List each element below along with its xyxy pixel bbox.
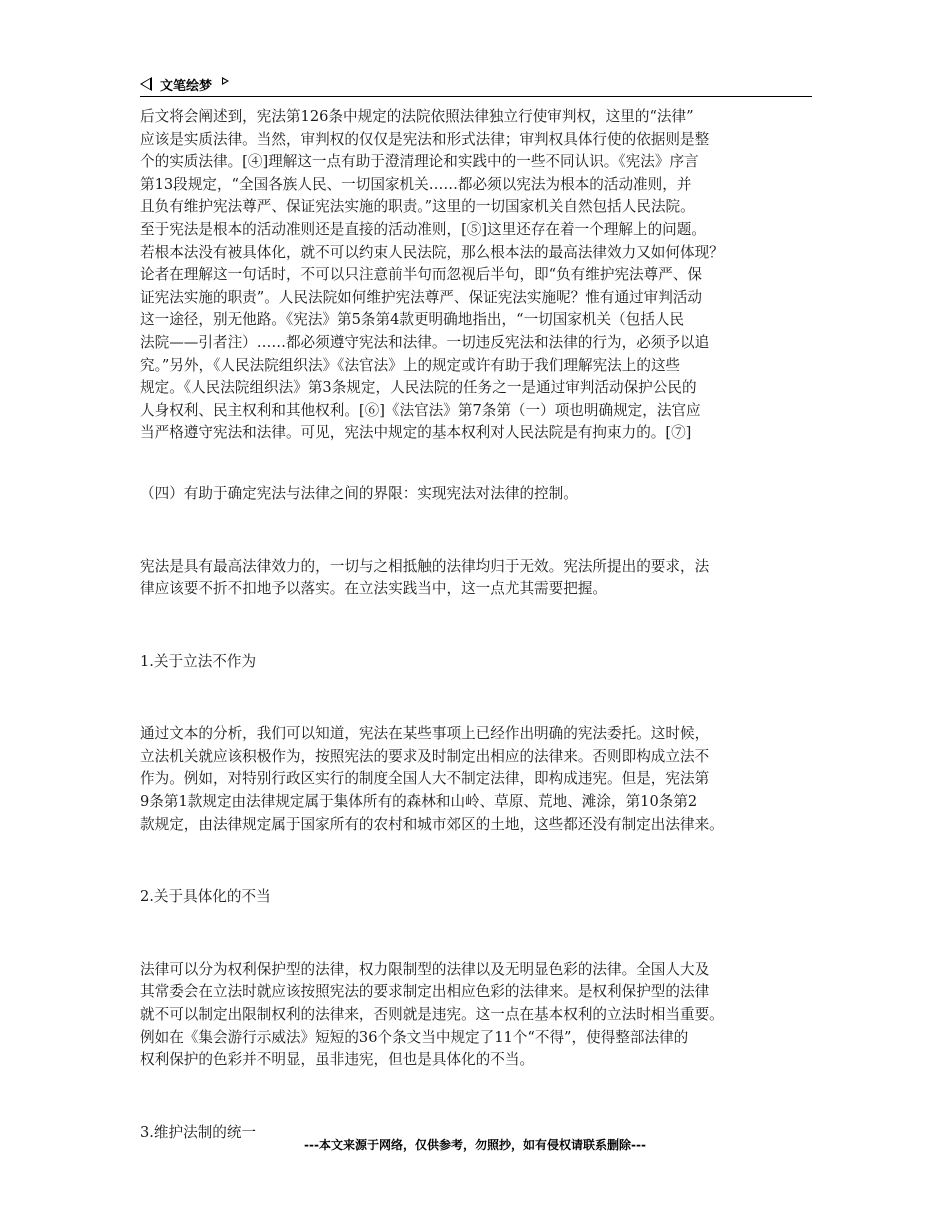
text-line: 律应该要不折不扣地予以落实。在立法实践当中，这一点尤其需要把握。	[140, 580, 608, 598]
text-line: 法院——引者注）……都必须遵守宪法和法律。一切违反宪法和法律的行为，必须予以追	[140, 333, 710, 351]
page-header	[140, 72, 812, 97]
header-brand: 文笔绘梦	[160, 78, 213, 94]
paragraph	[140, 556, 820, 601]
heading-line: 1.关于立法不作为	[140, 652, 257, 670]
text-line: 究。”另外，《人民法院组织法》《法官法》上的规定或许有助于我们理解宪法上的这些	[140, 356, 681, 374]
text-line: 当严格遵守宪法和法律。可见，宪法中规定的基本权利对人民法院是有拘束力的。[⑦]	[140, 424, 692, 442]
triangle-right-icon	[222, 77, 229, 85]
text-line: 证宪法实施的职责”。人民法院如何维护宪法尊严、保证宪法实施呢？惟有通过审判活动	[140, 288, 703, 306]
triangle-left-icon	[140, 77, 152, 91]
text-line: 第13段规定，“全国各族人民、一切国家机关……都必须以宪法为根本的活动准则，并	[140, 175, 692, 193]
text-line: 就不可以制定出限制权利的法律来，否则就是违宪。这一点在基本权利的立法时相当重要。	[140, 1006, 724, 1024]
text-line: 这一途径，别无他路。《宪法》第5条第4款更明确地指出，“一切国家机关（包括人民	[140, 311, 685, 329]
paragraph	[140, 106, 820, 445]
text-line: 法律可以分为权利保护型的法律，权力限制型的法律以及无明显色彩的法律。全国人大及	[140, 960, 710, 978]
text-line: 规定。《人民法院组织法》第3条规定，人民法院的任务之一是通过审判活动保护公民的	[140, 379, 697, 397]
text-line: 宪法是具有最高法律效力的，一切与之相抵触的法律均归于无效。宪法所提出的要求，法	[140, 557, 710, 575]
text-line: 款规定，由法律规定属于国家所有的农村和城市郊区的土地，这些都还没有制定出法律来。	[140, 815, 724, 833]
text-line: 个的实质法律。[④]理解这一点有助于澄清理论和实践中的一些不同认识。《宪法》序言	[140, 153, 699, 171]
page-footer: ---本文来源于网络，仅供参考，勿照抄，如有侵权请联系删除---	[304, 1138, 646, 1152]
heading-line: （四）有助于确定宪法与法律之间的界限：实现宪法对法律的控制。	[140, 484, 578, 502]
heading-line: 2.关于具体化的不当	[140, 888, 271, 906]
document-body	[140, 106, 820, 1144]
paragraph	[140, 723, 820, 836]
text-line: 通过文本的分析，我们可以知道，宪法在某些事项上已经作出明确的宪法委托。这时候，	[140, 725, 710, 743]
text-line: 论者在理解这一句话时，不可以只注意前半句而忽视后半句，即“负有维护宪法尊严、保	[140, 266, 703, 284]
text-line: 作为。例如，对特别行政区实行的制度全国人大不制定法律，即构成违宪。但是，宪法第	[140, 770, 710, 788]
text-line: 权利保护的色彩并不明显，虽非违宪，但也是具体化的不当。	[140, 1051, 535, 1069]
subsection-heading	[140, 886, 820, 909]
text-line: 例如在《集会游行示威法》短短的36个条文当中规定了11个“不得”，使得整部法律的	[140, 1028, 689, 1046]
text-line: 后文将会阐述到，宪法第126条中规定的法院依照法律独立行使审判权，这里的“法律”	[140, 108, 694, 125]
text-line: 应该是实质法律。当然，审判权的仅仅是宪法和形式法律；审判权具体行使的依据则是整	[140, 130, 710, 148]
text-line: 9条第1款规定由法律规定属于集体所有的森林和山岭、草原、荒地、滩涂，第10条第2	[140, 793, 698, 811]
text-line: 且负有维护宪法尊严、保证宪法实施的职责。”这里的一切国家机关自然包括人民法院。	[140, 198, 695, 216]
paragraph	[140, 959, 820, 1072]
section-heading	[140, 483, 820, 506]
text-line: 人身权利、民主权利和其他权利。[⑥]《法官法》第7条第（一）项也明确规定，法官应	[140, 401, 701, 419]
text-line: 若根本法没有被具体化，就不可以约束人民法院，那么根本法的最高法律效力又如何体现？	[140, 243, 724, 261]
text-line: 至于宪法是根本的活动准则还是直接的活动准则，[⑤]这里还存在着一个理解上的问题。	[140, 220, 706, 238]
text-line: 立法机关就应该积极作为，按照宪法的要求及时制定出相应的法律来。否则即构成立法不	[140, 747, 710, 765]
heading-line: 3.维护法制的统一	[140, 1123, 257, 1141]
text-line: 其常委会在立法时就应该按照宪法的要求制定出相应色彩的法律来。是权利保护型的法律	[140, 983, 710, 1001]
subsection-heading	[140, 651, 820, 674]
